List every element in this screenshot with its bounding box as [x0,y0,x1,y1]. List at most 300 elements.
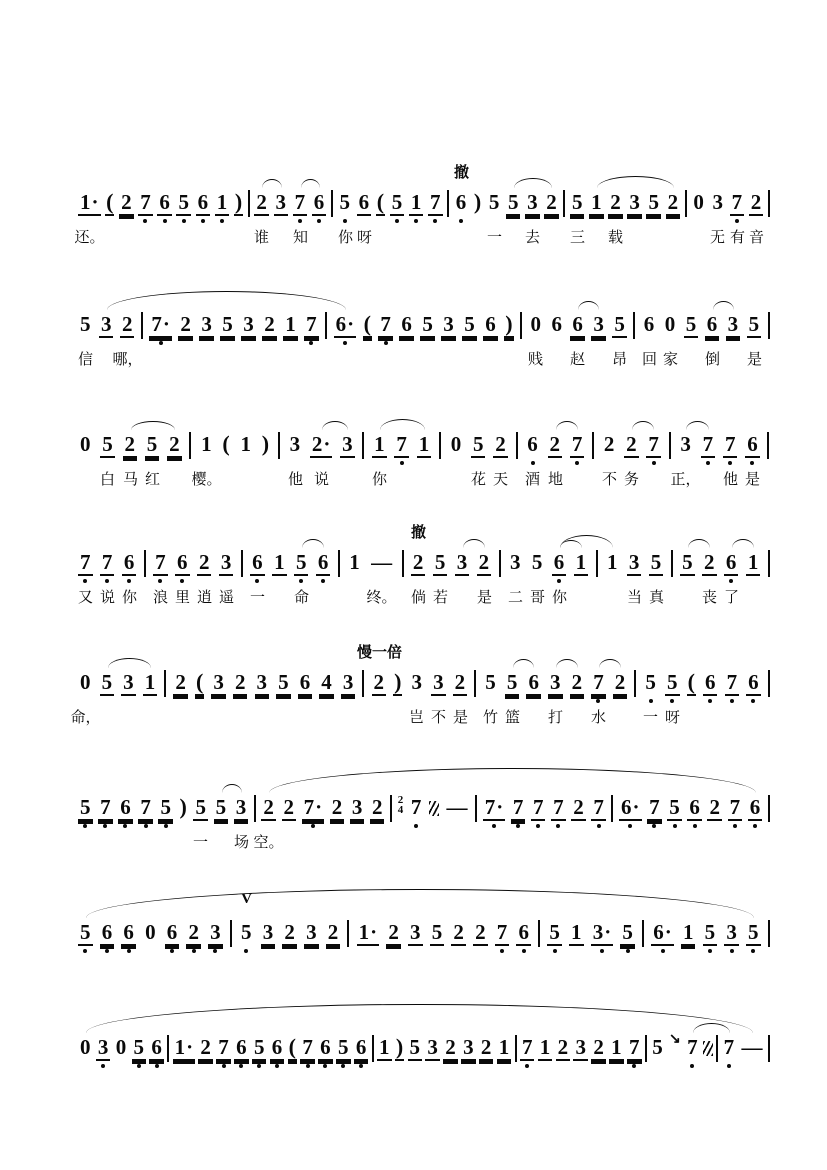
note-digit: 3 [712,190,723,214]
note-token [175,550,190,576]
tremolo-icon [703,1041,713,1056]
note-digit: 6 [748,670,759,694]
note-digit: 5 [391,190,403,214]
note-token [293,190,308,216]
note-token [78,190,101,216]
barline-icon [390,795,392,822]
note-digit: 6 [621,795,632,819]
octave-dot-below [673,824,677,828]
lyric-syllable: 终。 [366,590,397,606]
note-digit: 5 [101,670,113,694]
note-token [98,795,113,821]
barline-icon [768,312,770,339]
lyric-syllable: 他 [722,472,739,488]
note-token [516,920,531,946]
octave-dot-below [299,579,303,583]
note-token [193,795,208,821]
note-digit: 5 [748,312,760,336]
time-signature [398,795,404,815]
barline-icon [768,550,770,577]
octave-dot-below [341,1064,345,1068]
barline-icon [362,432,364,459]
parenthesis-mark: ) [473,189,482,214]
note-token [483,795,506,821]
note-token [525,190,540,216]
lyric-syllable: 一 [486,230,503,246]
lyric-syllable: 当 [626,590,643,606]
note-token [723,432,738,458]
lyric-syllable: 岂 [408,710,425,726]
note-digit: 7 [218,1035,229,1059]
note-token [78,550,93,576]
note-digit: 1 [240,432,251,456]
note-digit: 7 [649,795,660,819]
lyric-syllable: 是 [746,352,763,368]
octave-dot-below [751,699,755,703]
barline-icon [141,312,143,339]
note-digit: 2 [557,1035,569,1059]
note-digit: 3 [727,312,739,336]
note-digit: 3 [97,1035,109,1059]
barline-icon [372,1035,374,1062]
octave-dot-below [492,824,496,828]
note-digit: 7 [410,795,422,819]
note-token [728,795,743,821]
note-digit: 6 [236,1035,247,1059]
note-token [211,670,226,696]
lyric-syllable: 家 [662,352,679,368]
note-token [394,432,409,458]
slur-arc [578,301,599,310]
note-digit: 2 [284,920,295,944]
note-token [591,795,606,821]
note-digit: 3 [410,920,421,944]
lyric-syllable: 命， [70,710,101,726]
lyric-syllable: 浪 [152,590,169,606]
note-token [493,432,508,458]
expression-label: 撤 [410,525,427,541]
parenthesis-mark: ( [687,669,695,694]
note-digit: 7 [512,795,524,819]
lyric-syllable: 倘 [410,590,427,606]
note-digit: 5 [222,312,233,336]
octave-dot-below [414,219,418,223]
note-token [570,432,585,458]
score-line [78,997,770,1113]
notes-row [78,190,770,217]
note-digit: 3 [680,432,691,456]
note-digit: 2 [169,432,180,456]
note-digit: 0 [530,312,541,336]
note-digit: 2 [371,795,383,819]
lyric-syllable: 他 [287,472,304,488]
note-token [372,432,387,458]
note-token [530,550,545,574]
octave-dot-below [170,949,174,953]
note-digit: 7 [593,795,604,819]
note-token [197,550,212,576]
note-token [605,550,620,574]
note-digit: 3 [433,670,444,694]
octave-dot-below [343,341,347,345]
note-digit: 3 [463,1035,474,1059]
note-token [250,550,265,576]
octave-dot-below [414,824,418,828]
note-token [334,312,357,338]
note-digit: 2 [412,550,424,574]
note-token [100,920,115,946]
barline-icon [248,190,250,217]
octave-dot-below [103,824,107,828]
barline-icon [767,432,769,459]
note-token [96,1035,111,1061]
score-line [78,512,770,628]
note-digit: 2 [626,432,637,456]
note-digit: 0 [145,920,156,944]
octave-dot-below [753,824,757,828]
lyric-syllable: 你 [551,590,568,606]
note-digit: 7 [100,795,111,819]
lyric-syllable: 二 [507,590,524,606]
slur-arc [463,539,485,548]
note-token [663,312,678,336]
octave-dot-below [201,219,205,223]
octave-dot-below [531,461,535,465]
note-digit: 3 [726,920,737,944]
lyric-syllable: 去 [524,230,541,246]
octave-dot-below [127,579,131,583]
note-token [386,920,401,946]
note-token [357,190,372,216]
note-token [591,670,606,696]
note-token [294,550,309,576]
note-digit: 1 [144,670,156,694]
note-digit: 1 [498,1035,510,1059]
note-token [220,312,235,338]
note-token [647,795,662,821]
note-token [574,550,589,576]
note-token [261,920,276,946]
note-token [399,312,414,338]
note-token [234,795,249,821]
note-digit: 5 [80,795,91,819]
octave-dot-below [733,824,737,828]
octave-dot-below [522,949,526,953]
note-digit: 1 [174,1035,186,1059]
note-token [531,795,546,821]
note-digit: 5 [241,920,252,944]
note-digit: 2 [478,550,490,574]
slur-arc [514,178,552,188]
augmentation-dot: · [496,795,504,819]
note-token [591,312,606,338]
note-digit: 2 [573,795,584,819]
note-digit: 2 [180,312,191,336]
note-token [746,920,761,946]
note-token [745,432,760,458]
note-token [262,312,277,338]
lyric-syllable: 天 [492,472,509,488]
lyric-syllable: 贱 [527,352,544,368]
barline-icon [516,432,518,459]
note-digit: 5 [195,795,206,819]
note-digit: 2 [234,670,246,694]
note-digit: 5 [667,670,678,694]
note-token [680,550,695,576]
note-token [726,312,741,338]
octave-dot-below [553,949,557,953]
note-token [462,312,477,338]
lyric-syllable: 花 [470,472,487,488]
note-token [608,190,623,216]
note-token [100,550,115,576]
lyric-syllable: 篮 [504,710,521,726]
lyric-syllable: 一 [642,710,659,726]
note-digit: 3 [256,670,268,694]
note-digit: 2 [121,312,133,336]
barline-icon [768,920,770,947]
note-digit: 6 [123,550,135,574]
note-digit: 6 [653,920,664,944]
note-token [627,550,642,576]
lyric-syllable: 说 [99,590,116,606]
note-digit: 7 [140,190,151,214]
note-digit: 5 [80,312,91,336]
lyric-syllable: 你 [337,230,354,246]
note-token [613,670,628,696]
slur-arc [380,419,425,430]
note-token [552,550,567,576]
octave-dot-below [309,341,313,345]
octave-dot-below [137,1064,141,1068]
note-token [665,670,680,696]
note-token [627,190,642,216]
note-digit: 5 [133,1035,145,1059]
note-token [239,920,254,944]
note-token [118,795,133,821]
octave-dot-below [649,699,653,703]
lyric-syllable: 哪， [112,352,143,368]
barline-icon [499,550,501,577]
note-digit: 6 [101,920,113,944]
octave-dot-below [727,1064,731,1068]
note-token [282,920,297,946]
score-line [70,632,770,748]
note-digit: 1 [611,1035,622,1059]
barline-icon [634,670,636,697]
note-token [627,1035,642,1061]
note-digit: 3 [456,550,468,574]
octave-dot-below [163,219,167,223]
note-token [591,920,614,946]
note-token [234,1035,249,1061]
lyric-syllable: 逍 [196,590,213,606]
note-digit: 6 [572,312,583,336]
note-digit: 1 [410,190,422,214]
note-digit: 2 [311,432,323,456]
note-digit: 6 [527,432,538,456]
note-digit: 7 [729,795,741,819]
note-token [538,1035,553,1061]
note-digit: 5 [278,670,289,694]
notes-row [78,312,770,339]
lyric-syllable: 马 [122,472,139,488]
lyric-syllable: 不 [601,472,618,488]
note-token [591,1035,606,1061]
note-digit: 5 [549,920,560,944]
note-digit: 2 [475,920,486,944]
slur-arc [597,176,674,188]
note-digit: 7 [302,1035,313,1059]
note-digit: 2 [593,1035,604,1059]
note-digit: 3 [201,312,212,336]
lyric-syllable: 是 [476,590,493,606]
note-token [477,550,492,576]
note-digit: 3 [262,920,274,944]
note-digit: 2 [549,432,561,456]
barline-icon [347,920,349,947]
note-token [143,920,158,944]
note-digit: 5 [669,795,680,819]
note-token [149,312,172,338]
lyric-syllable: 谁 [253,230,270,246]
note-digit: 2 [283,795,295,819]
slur-arc [86,889,754,918]
note-token [78,920,93,946]
octave-dot-below [257,1064,261,1068]
note-token [176,190,191,216]
note-digit: 2 [188,920,199,944]
note-token [341,670,356,696]
parenthesis-mark: ( [195,669,204,694]
score-line [78,394,770,510]
note-token [667,795,682,821]
note-token [138,795,153,821]
slur-arc [513,659,534,668]
slur-arc [632,421,654,430]
lyric-syllable: 无 [709,230,726,246]
note-digit: 5 [464,312,475,336]
slur-arc [556,421,578,430]
octave-dot-below [83,824,87,828]
octave-dot-below [750,461,754,465]
note-digit: 3 [210,920,221,944]
note-token [78,312,93,336]
note-digit: 1 [358,920,370,944]
note-digit: 7 [571,432,583,456]
note-digit: 0 [664,312,676,336]
note-token [573,1035,588,1061]
note-token [272,550,287,576]
lyric-syllable: 水 [590,710,607,726]
barline-icon [596,550,598,577]
note-digit: 7 [496,920,508,944]
note-digit: 5 [253,1035,265,1059]
octave-dot-below [222,1064,226,1068]
note-digit: 5 [614,312,625,336]
note-token [340,432,355,458]
note-token [483,312,498,338]
parenthesis-mark: ) [395,1034,404,1059]
note-digit: 7 [724,432,736,456]
octave-dot-below [735,219,739,223]
note-token [199,432,214,456]
barline-icon [230,920,232,947]
note-token [703,920,718,946]
note-token [746,670,761,696]
note-digit: 3 [592,920,604,944]
lyric-syllable: 你 [371,472,388,488]
note-token [241,312,256,338]
note-digit: 3 [235,795,247,819]
note-digit: 5 [704,920,716,944]
lyric-syllable: 地 [547,472,564,488]
note-token [312,190,327,216]
note-token [643,670,658,694]
note-digit: 3 [411,670,422,694]
octave-dot-below [632,1064,636,1068]
note-digit: 3 [550,670,561,694]
note-digit: 6 [252,550,263,574]
octave-dot-below [730,949,734,953]
octave-dot-below [127,949,131,953]
note-token [433,550,448,576]
parenthesis-mark: ( [106,189,114,214]
note-token [390,190,405,216]
note-token [208,920,223,946]
lyric-syllable: 不 [430,710,447,726]
expression-label: 慢一倍 [356,645,403,661]
note-digit: 7 [101,550,113,574]
note-token [547,920,562,946]
octave-dot-below [182,219,186,223]
note-digit: 0 [693,190,704,214]
slide-down-icon: ↘ [669,1032,681,1047]
note-token [479,1035,494,1061]
note-digit: 6 [166,920,178,944]
octave-dot-below [164,824,168,828]
slur-arc [269,768,756,793]
note-digit: 2 [453,920,464,944]
note-token [526,670,541,696]
note-digit: 6 [120,795,131,819]
note-digit: 6 [706,312,718,336]
note-digit: 6 [689,795,700,819]
octave-dot-below [83,579,87,583]
note-token [428,190,443,216]
note-token [238,432,253,456]
time-signature-digit: 2 [397,794,404,806]
note-digit: 7 [687,1035,698,1059]
note-token [409,795,424,819]
note-token [650,1035,665,1059]
note-digit: 2 [256,190,267,214]
note-digit: 6 [749,795,761,819]
note-digit: 3 [220,550,232,574]
octave-dot-below [395,219,399,223]
lyric-syllable: 知 [292,230,309,246]
barline-icon [241,550,243,577]
note-digit: 2 [263,795,274,819]
octave-dot-below [343,219,347,223]
note-token [528,312,543,336]
note-token [261,795,276,821]
note-token [132,1035,147,1061]
note-token [409,190,424,216]
parenthesis-mark: ( [288,1034,296,1059]
note-token [78,795,93,821]
tremolo-icon [429,801,439,816]
